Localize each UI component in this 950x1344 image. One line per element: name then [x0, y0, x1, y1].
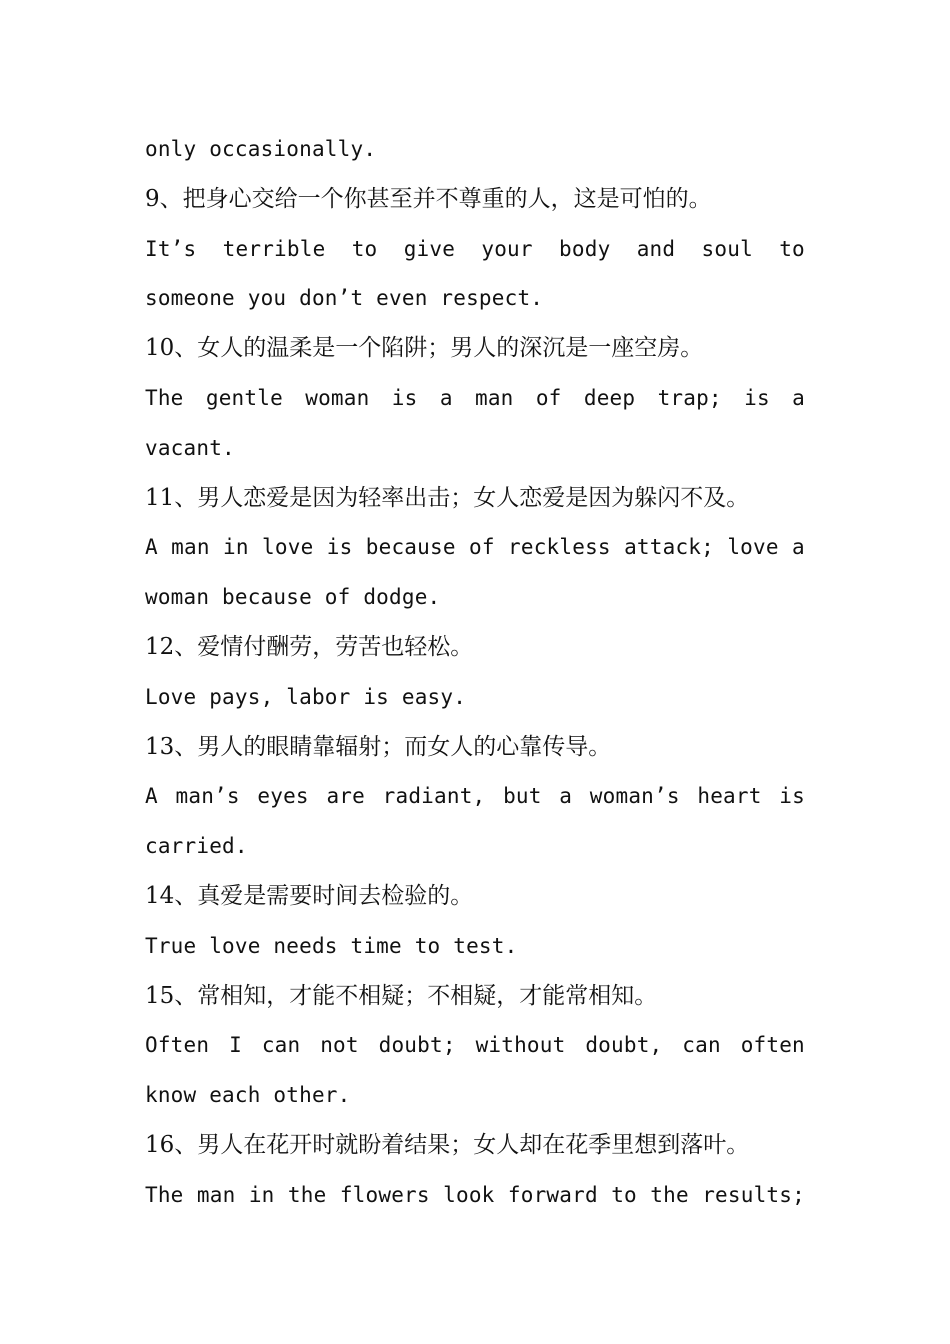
word: deep [583, 385, 636, 410]
word: in [248, 1182, 275, 1207]
word: terrible [222, 236, 326, 261]
quote-14-english: True love needs time to test. [145, 933, 518, 958]
word: because [365, 535, 456, 560]
word: to [779, 236, 805, 261]
quote-13-english-line-1 [145, 772, 805, 822]
word: to [611, 1182, 637, 1207]
word: man [196, 1182, 236, 1207]
quote-13-chinese: 13、男人的眼睛靠辐射；而女人的心靠传导。 [145, 733, 612, 760]
quote-16-english-line-1 [145, 1171, 805, 1221]
word: body [559, 236, 611, 261]
word: the [650, 1182, 689, 1207]
word: flowers [339, 1182, 430, 1207]
word: doubt, [585, 1033, 663, 1058]
quote-10-english-line-1 [145, 374, 805, 424]
word: eyes [257, 784, 309, 809]
word: A [145, 535, 158, 560]
word: doubt; [378, 1033, 456, 1058]
word: Often [145, 1033, 210, 1058]
word: is [391, 385, 418, 410]
word: It’s [145, 236, 197, 261]
word: a [559, 784, 573, 809]
word: in [223, 535, 249, 560]
quote-11-english-line-1 [145, 523, 805, 573]
quote-10-chinese: 10、女人的温柔是一个陷阱；男人的深沉是一座空房。 [145, 335, 704, 362]
word: The [145, 1182, 184, 1207]
quote-16-chinese: 16、男人在花开时就盼着结果；女人却在花季里想到落叶。 [145, 1131, 750, 1158]
word: results; [702, 1182, 805, 1207]
word: I [229, 1033, 242, 1058]
word: is [779, 784, 805, 809]
document-body [145, 125, 805, 1221]
word: not [320, 1033, 359, 1058]
word: A [145, 784, 158, 809]
word: the [287, 1182, 327, 1207]
word: is [744, 385, 770, 410]
word: can [261, 1033, 301, 1058]
quote-13-english-line-2: carried. [145, 834, 248, 859]
word: man [474, 385, 514, 410]
word: is [326, 535, 353, 560]
quote-10-english-line-2: vacant. [145, 435, 235, 460]
word: man [171, 535, 210, 560]
word: give [403, 236, 456, 261]
word: soul [701, 236, 753, 261]
word: attack; [624, 535, 714, 560]
word: man’s [175, 784, 240, 809]
quote-12-english: Love pays, labor is easy. [145, 684, 467, 709]
word: of [535, 385, 562, 410]
word: but [503, 784, 542, 809]
word: and [636, 236, 676, 261]
word: forward [507, 1182, 598, 1207]
quote-15-english-line-2: know each other. [145, 1083, 351, 1108]
word: are [326, 784, 365, 809]
word: a [792, 385, 805, 410]
word: without [475, 1033, 566, 1058]
text-line-1: only occasionally. [145, 137, 377, 161]
word: woman’s [589, 784, 680, 809]
quote-9-english-line-1 [145, 225, 805, 275]
quote-14-chinese: 14、真爱是需要时间去检验的。 [145, 882, 474, 909]
word: your [481, 236, 533, 261]
word: The [145, 385, 184, 410]
word: gentle [205, 385, 283, 410]
word: look [443, 1182, 495, 1207]
quote-11-chinese: 11、男人恋爱是因为轻率出击；女人恋爱是因为躲闪不及。 [145, 484, 750, 511]
word: a [439, 385, 453, 410]
word: can [682, 1033, 721, 1058]
word: love [727, 535, 779, 560]
word: trap; [657, 385, 722, 410]
word: of [469, 535, 495, 560]
quote-15-chinese: 15、常相知，才能不相疑；不相疑，才能常相知。 [145, 982, 658, 1009]
quote-9-chinese: 9、把身心交给一个你甚至并不尊重的人，这是可怕的。 [145, 185, 712, 212]
word: radiant, [382, 784, 486, 809]
word: love [262, 535, 314, 560]
word: reckless [508, 535, 611, 560]
word: woman [305, 385, 370, 410]
quote-15-english-line-1 [145, 1021, 805, 1071]
word: heart [697, 784, 762, 809]
quote-11-english-line-2: woman because of dodge. [145, 585, 441, 610]
quote-9-english-line-2: someone you don’t even respect. [145, 286, 544, 311]
word: a [792, 535, 805, 560]
quote-12-chinese: 12、爱情付酬劳，劳苦也轻松。 [145, 633, 474, 660]
word: to [351, 236, 378, 261]
word: often [740, 1033, 805, 1058]
